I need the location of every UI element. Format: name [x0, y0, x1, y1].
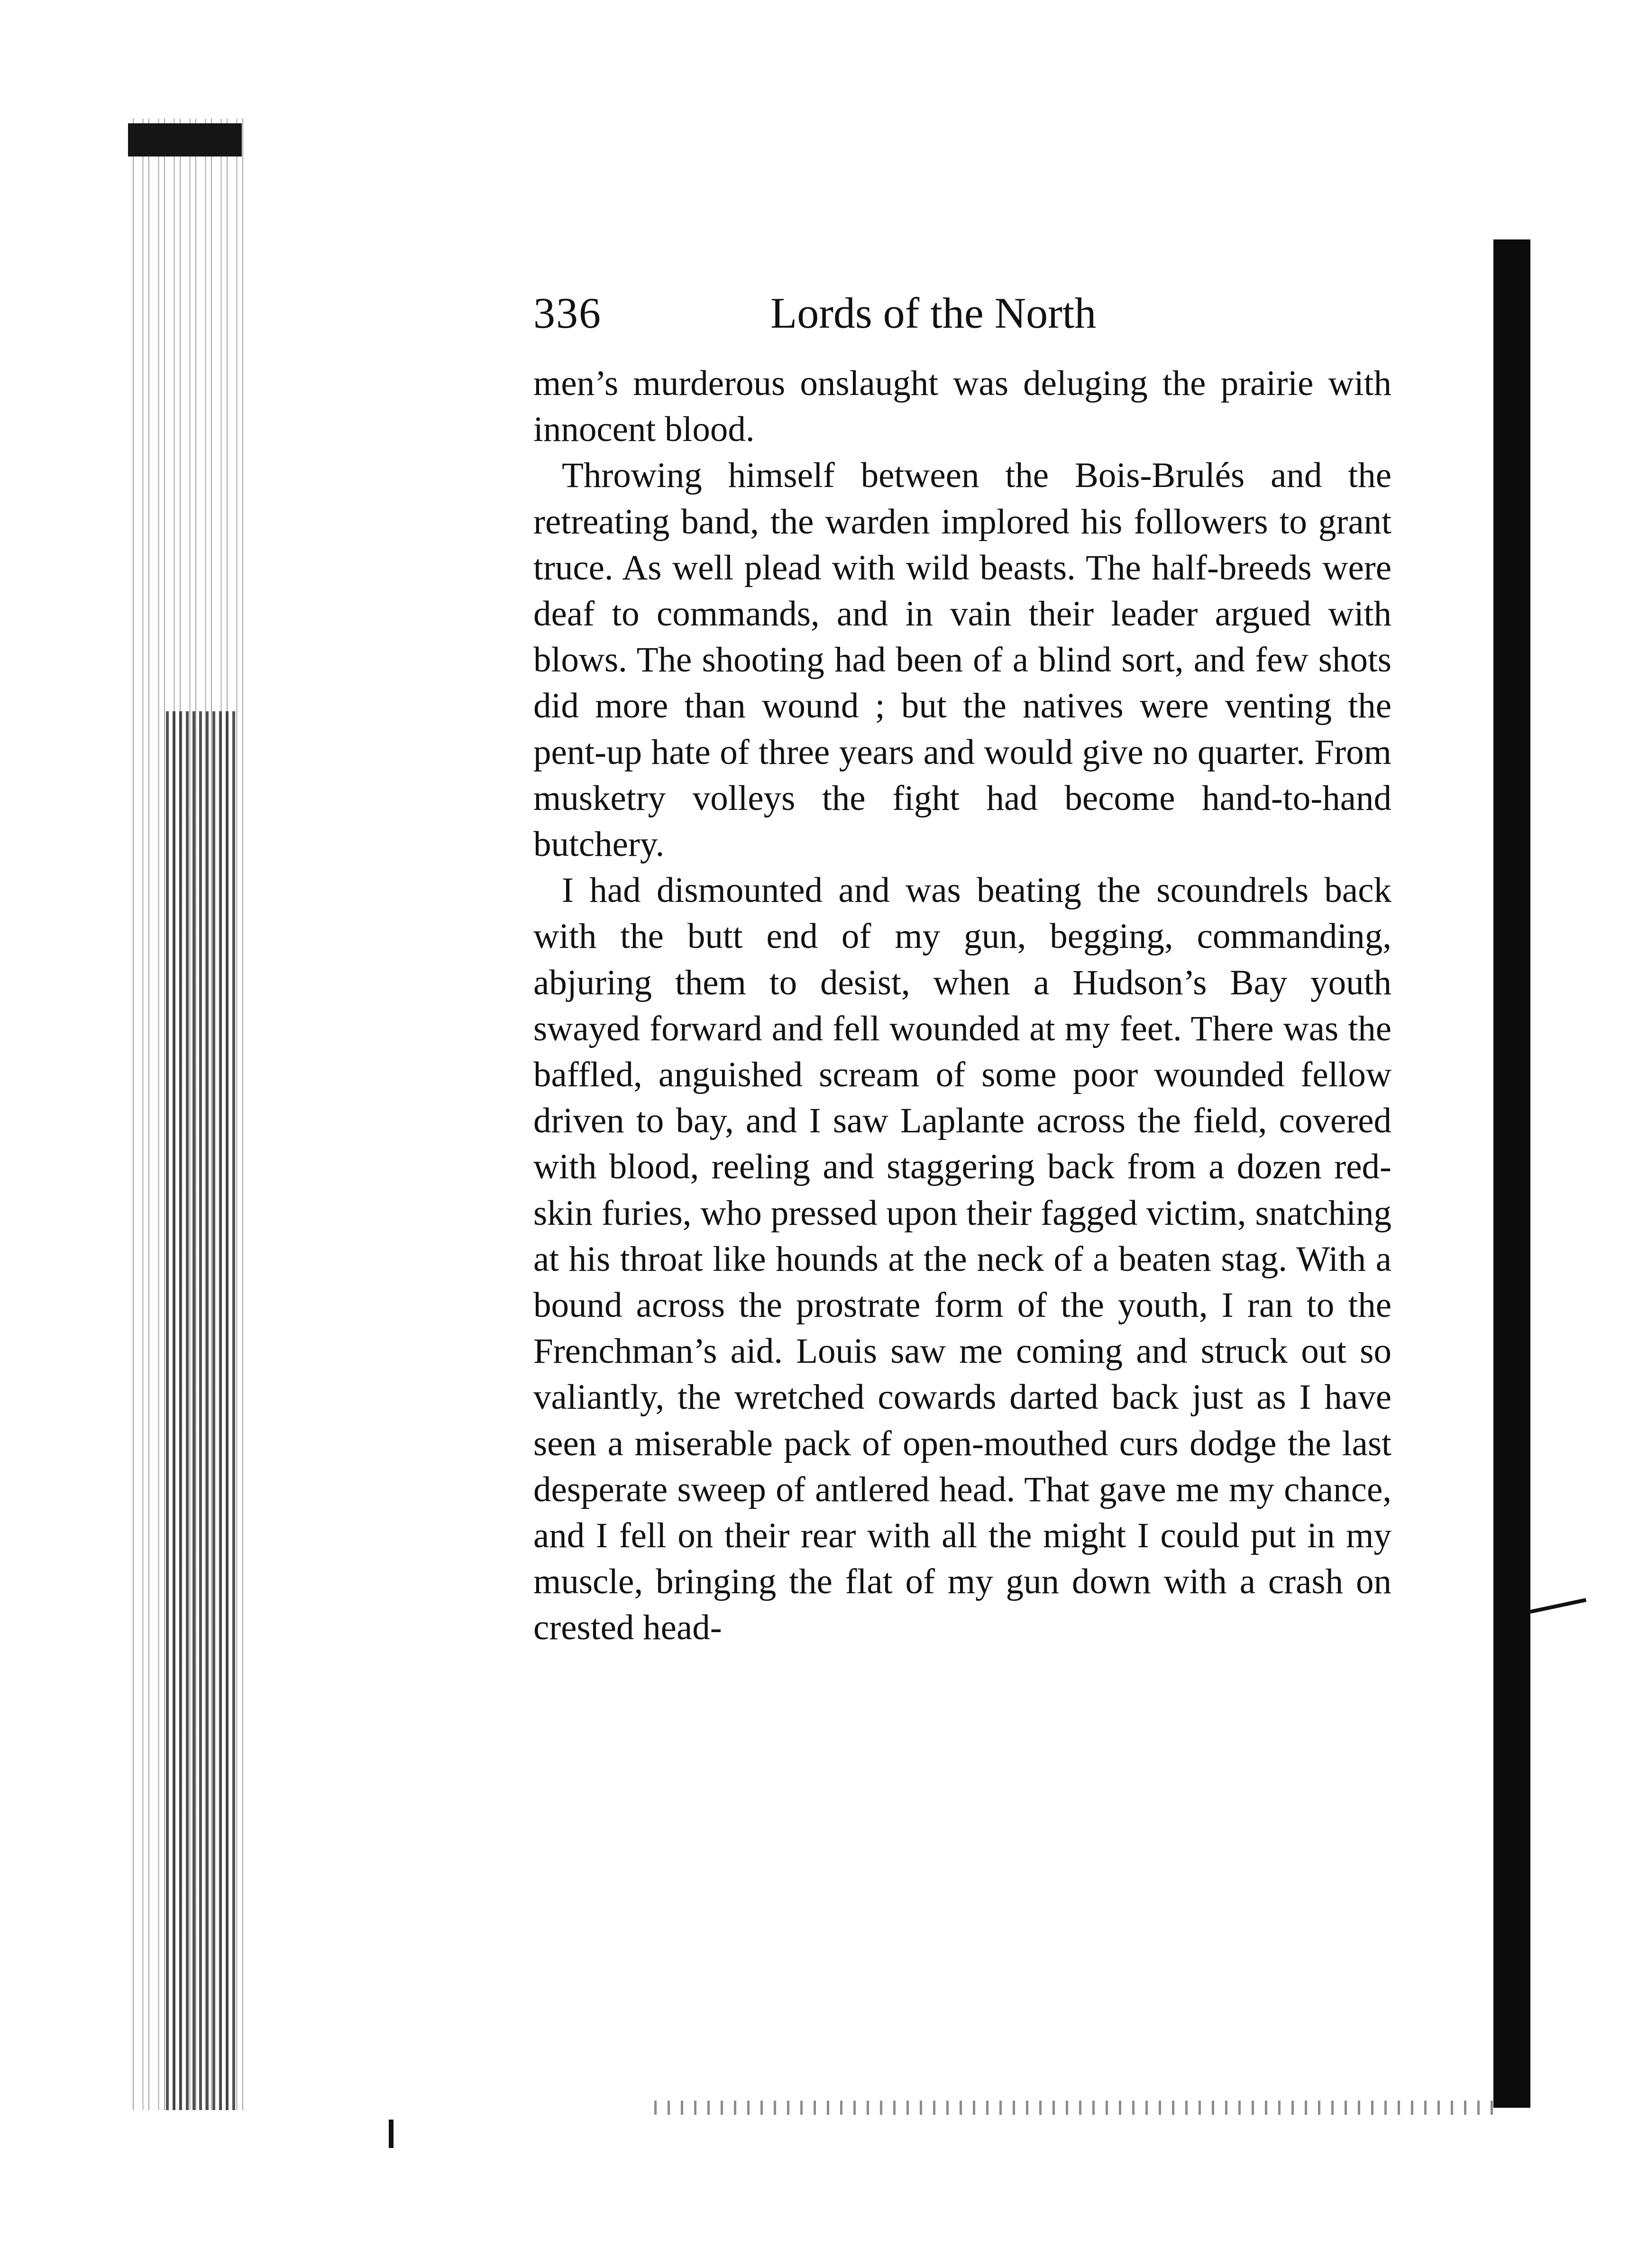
paragraph-continued: men’s murderous onslaught was deluging the prairie with innocent blood.	[533, 364, 1391, 450]
scan-corner-mark	[128, 123, 242, 156]
body-text	[533, 360, 1391, 1651]
scan-right-mark	[1530, 1598, 1586, 1614]
scan-bottom-mark	[389, 2120, 394, 2148]
scan-bottom-noise	[654, 2101, 1498, 2115]
page-header	[533, 285, 1396, 341]
paragraph: Throwing himself between the Bois-Brulés and the retreating band, the warden implored his followers to grant truce. As well plead with wild beasts. The half-breeds were deaf to commands, and in vain their leader argued with blows. The shooting had been of a blind sort, and few shots did more than wound ; but the natives were venting the pent-up hate of three years and would give no quarter. From musketry volleys the fight had become hand-to-hand butchery.	[533, 456, 1391, 864]
paragraph: I had dismounted and was beating the scoundrels back with the butt end of my gun, begging, commanding, abjuring them to desist, when a Hudson’s Bay youth swayed forward and fell wounded at my feet. There was the baffled, anguished scream of some poor wounded fellow driven to bay, and I saw Laplante across the field, covered with blood, reeling and staggering back from a dozen red-skin furies, who pressed upon their fagged victim, snatching at his throat like hounds at the neck of a beaten stag. With a bound across the prostrate form of the youth, I ran to the Frenchman’s aid. Louis saw me coming and struck out so valiantly, the wretched cowards darted back just as I have seen a miserable pack of open-mouthed curs dodge the last desperate sweep of antlered head. That gave me my chance, and I fell on their rear with all the might I could put in my muscle, bringing the flat of my gun down with a crash on crested head-	[533, 871, 1391, 1648]
running-title: Lords of the North	[770, 289, 1097, 337]
scan-binding-shadow	[166, 711, 237, 2110]
page-number: 336	[533, 289, 602, 337]
scan-right-border	[1493, 239, 1530, 2108]
